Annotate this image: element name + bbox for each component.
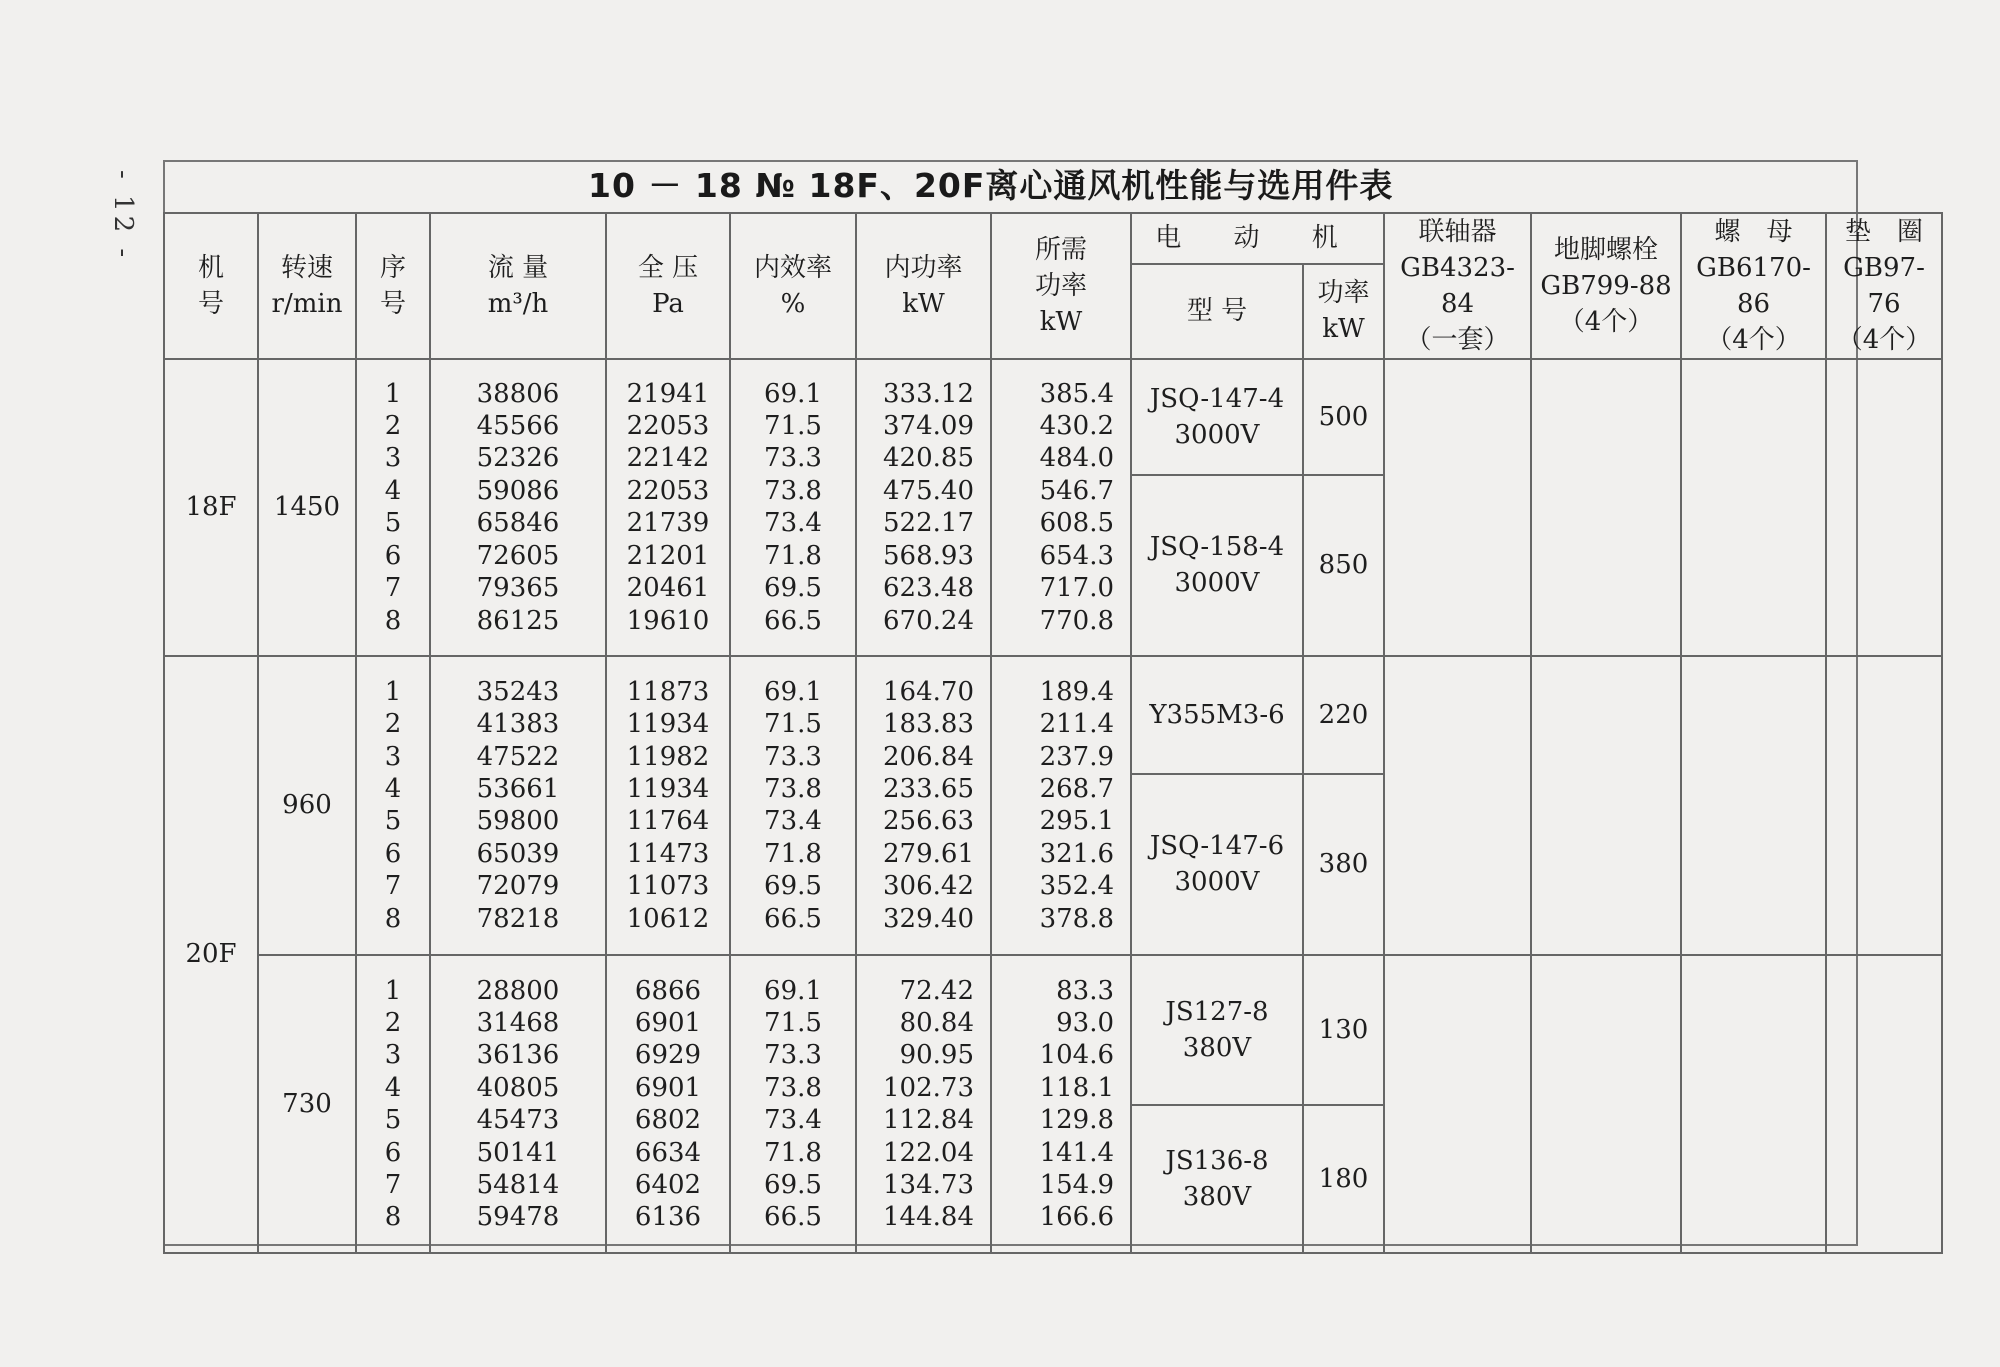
header-coupling: 联轴器 GB4323-84 （一套） bbox=[1384, 213, 1531, 359]
motor-model-cell: JSQ-158-4 3000V bbox=[1131, 475, 1303, 656]
washer-cell bbox=[1826, 955, 1942, 1253]
inner-power-cell: 72.42 80.84 90.95 102.73 112.84 122.04 134.73 144.84 bbox=[856, 955, 991, 1253]
seq-cell: 1 2 3 4 5 6 7 8 bbox=[356, 955, 430, 1253]
header-flow: 流 量 m³/h bbox=[430, 213, 606, 359]
page-number: - 12 - bbox=[108, 170, 138, 262]
speed-cell: 1450 bbox=[258, 359, 356, 656]
coupling-cell bbox=[1384, 955, 1531, 1253]
required-power-cell: 385.4 430.2 484.0 546.7 608.5 654.3 717.0 770.8 bbox=[991, 359, 1131, 656]
header-efficiency: 内效率 % bbox=[730, 213, 856, 359]
nut-cell bbox=[1681, 955, 1826, 1253]
efficiency-cell: 69.1 71.5 73.3 73.8 73.4 71.8 69.5 66.5 bbox=[730, 656, 856, 956]
header-speed: 转速 r/min bbox=[258, 213, 356, 359]
header-motor: 电 动 机 bbox=[1131, 213, 1384, 264]
washer-cell bbox=[1826, 656, 1942, 956]
speed-cell: 730 bbox=[258, 955, 356, 1253]
header-required-power: 所需 功率 kW bbox=[991, 213, 1131, 359]
page-title: 10 － 18 № 18F、20F离心通风机性能与选用件表 bbox=[588, 166, 1394, 205]
required-power-cell: 83.3 93.0 104.6 118.1 129.8 141.4 154.9 166.6 bbox=[991, 955, 1131, 1253]
header-inner-power: 内功率 kW bbox=[856, 213, 991, 359]
header-pressure: 全 压 Pa bbox=[606, 213, 730, 359]
washer-cell bbox=[1826, 359, 1942, 656]
motor-power-cell: 380 bbox=[1303, 774, 1384, 956]
pressure-cell: 6866 6901 6929 6901 6802 6634 6402 6136 bbox=[606, 955, 730, 1253]
anchor-bolt-cell bbox=[1531, 359, 1681, 656]
motor-power-cell: 180 bbox=[1303, 1105, 1384, 1253]
motor-power-cell: 850 bbox=[1303, 475, 1384, 656]
efficiency-cell: 69.1 71.5 73.3 73.8 73.4 71.8 69.5 66.5 bbox=[730, 359, 856, 656]
efficiency-cell: 69.1 71.5 73.3 73.8 73.4 71.8 69.5 66.5 bbox=[730, 955, 856, 1253]
inner-power-cell: 333.12 374.09 420.85 475.40 522.17 568.93 623.48 670.24 bbox=[856, 359, 991, 656]
header-motor-model: 型 号 bbox=[1131, 264, 1303, 359]
header-anchor-bolt: 地脚螺栓 GB799-88 （4个） bbox=[1531, 213, 1681, 359]
anchor-bolt-cell bbox=[1531, 656, 1681, 956]
speed-cell: 960 bbox=[258, 656, 356, 956]
pressure-cell: 11873 11934 11982 11934 11764 11473 11073 10612 bbox=[606, 656, 730, 956]
coupling-cell bbox=[1384, 656, 1531, 956]
motor-power-cell: 220 bbox=[1303, 656, 1384, 774]
required-power-cell: 189.4 211.4 237.9 268.7 295.1 321.6 352.4 378.8 bbox=[991, 656, 1131, 956]
header-seq: 序 号 bbox=[356, 213, 430, 359]
header-washer: 垫 圈 GB97-76 （4个） bbox=[1826, 213, 1942, 359]
motor-model-cell: JS127-8 380V bbox=[1131, 955, 1303, 1105]
coupling-cell bbox=[1384, 359, 1531, 656]
flow-cell: 28800 31468 36136 40805 45473 50141 54814 59478 bbox=[430, 955, 606, 1253]
performance-table bbox=[163, 212, 1943, 1254]
flow-cell: 35243 41383 47522 53661 59800 65039 72079 78218 bbox=[430, 656, 606, 956]
motor-model-cell: JS136-8 380V bbox=[1131, 1105, 1303, 1253]
motor-power-cell: 500 bbox=[1303, 359, 1384, 475]
header-motor-power: 功率 kW bbox=[1303, 264, 1384, 359]
nut-cell bbox=[1681, 359, 1826, 656]
motor-model-cell: JSQ-147-6 3000V bbox=[1131, 774, 1303, 956]
motor-power-cell: 130 bbox=[1303, 955, 1384, 1105]
flow-cell: 38806 45566 52326 59086 65846 72605 79365 86125 bbox=[430, 359, 606, 656]
machine-cell: 20F bbox=[164, 656, 258, 1253]
header-nut: 螺 母 GB6170-86 （4个） bbox=[1681, 213, 1826, 359]
header-machine: 机 号 bbox=[164, 213, 258, 359]
anchor-bolt-cell bbox=[1531, 955, 1681, 1253]
motor-model-cell: Y355M3-6 bbox=[1131, 656, 1303, 774]
pressure-cell: 21941 22053 22142 22053 21739 21201 20461 19610 bbox=[606, 359, 730, 656]
inner-power-cell: 164.70 183.83 206.84 233.65 256.63 279.61 306.42 329.40 bbox=[856, 656, 991, 956]
machine-cell: 18F bbox=[164, 359, 258, 656]
seq-cell: 1 2 3 4 5 6 7 8 bbox=[356, 656, 430, 956]
seq-cell: 1 2 3 4 5 6 7 8 bbox=[356, 359, 430, 656]
motor-model-cell: JSQ-147-4 3000V bbox=[1131, 359, 1303, 475]
nut-cell bbox=[1681, 656, 1826, 956]
